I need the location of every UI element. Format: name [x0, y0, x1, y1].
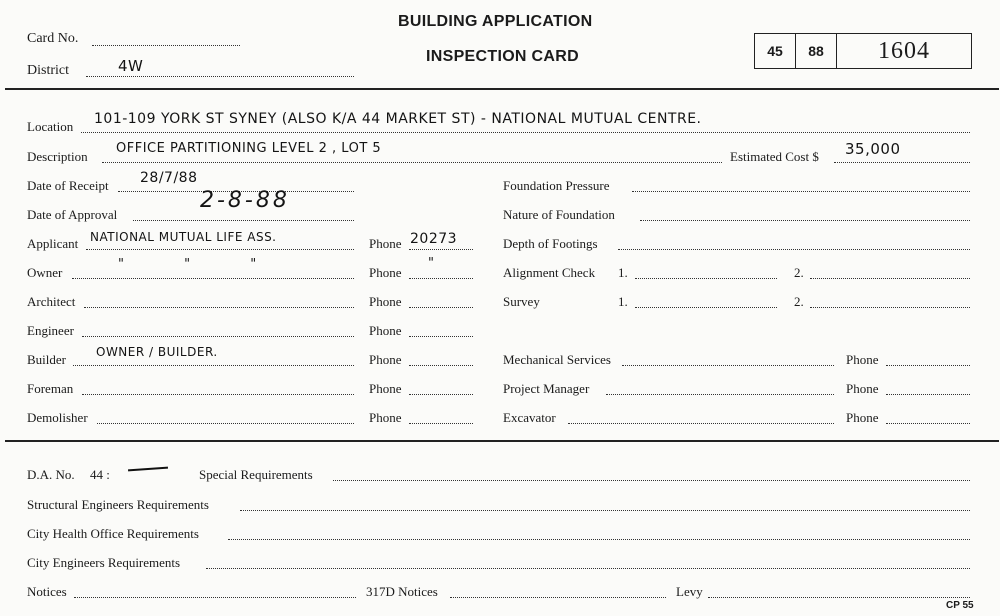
engineer-label: Engineer: [27, 323, 74, 338]
engineer-phone-label: Phone: [369, 323, 402, 338]
levy-label: Levy: [676, 584, 703, 599]
levy-line: [708, 597, 970, 598]
mechanical-line: [622, 365, 834, 366]
excavator-phone-label: Phone: [846, 410, 879, 425]
excavator-label: Excavator: [503, 410, 556, 425]
builder-label: Builder: [27, 352, 66, 367]
foundation-pressure-line: [632, 191, 970, 192]
architect-label: Architect: [27, 294, 76, 309]
header-divider: [5, 88, 999, 90]
builder-value: OWNER / BUILDER.: [96, 345, 218, 359]
builder-phone-line: [409, 365, 473, 366]
city-health-line: [228, 539, 970, 540]
engineer-phone-line: [409, 336, 473, 337]
estimated-cost-line: [834, 162, 970, 163]
location-line: [81, 132, 970, 133]
applicant-phone-value: 20273: [410, 231, 458, 247]
owner-phone-line: [409, 278, 473, 279]
mechanical-phone-line: [886, 365, 970, 366]
mechanical-phone-label: Phone: [846, 352, 879, 367]
excavator-phone-line: [886, 423, 970, 424]
date-approval-value: 2-8-88: [200, 188, 290, 213]
special-requirements-label: Special Requirements: [199, 467, 313, 482]
description-line: [102, 162, 722, 163]
project-manager-phone-line: [886, 394, 970, 395]
date-approval-line: [133, 220, 354, 221]
engineer-line: [82, 336, 354, 337]
title-line-2: INSPECTION CARD: [426, 48, 579, 65]
district-line: [86, 76, 354, 77]
architect-line: [84, 307, 354, 308]
applicant-label: Applicant: [27, 236, 79, 251]
survey-2-line: [810, 307, 970, 308]
ref-a-value: 45: [767, 43, 783, 59]
card-no-line: [92, 45, 240, 46]
foreman-phone-line: [409, 394, 473, 395]
structural-label: Structural Engineers Requirements: [27, 497, 209, 512]
ref-b-value: 88: [808, 43, 824, 59]
structural-line: [240, 510, 970, 511]
applicant-phone-label: Phone: [369, 236, 402, 251]
alignment-1-label: 1.: [618, 265, 628, 280]
applicant-value: NATIONAL MUTUAL LIFE ASS.: [90, 230, 277, 244]
middle-divider: [5, 440, 999, 442]
date-approval-label: Date of Approval: [27, 207, 118, 222]
special-requirements-line: [333, 480, 970, 481]
survey-1-line: [635, 307, 777, 308]
notices-317d-label: 317D Notices: [366, 584, 438, 599]
estimated-cost-value: 35,000: [845, 140, 901, 158]
owner-phone-value: ": [428, 256, 435, 271]
foreman-label: Foreman: [27, 381, 74, 396]
foundation-pressure-label: Foundation Pressure: [503, 178, 610, 193]
survey-label: Survey: [503, 294, 540, 309]
demolisher-phone-label: Phone: [369, 410, 402, 425]
city-health-label: City Health Office Requirements: [27, 526, 199, 541]
nature-foundation-label: Nature of Foundation: [503, 207, 615, 222]
project-manager-label: Project Manager: [503, 381, 590, 396]
title-line-1: BUILDING APPLICATION: [398, 13, 593, 30]
demolisher-label: Demolisher: [27, 410, 88, 425]
builder-phone-label: Phone: [369, 352, 402, 367]
description-label: Description: [27, 149, 88, 164]
ref-box-number: [836, 33, 972, 69]
alignment-2-line: [810, 278, 970, 279]
owner-line: [72, 278, 354, 279]
architect-phone-label: Phone: [369, 294, 402, 309]
da-dash-mark: [128, 467, 168, 472]
foreman-phone-label: Phone: [369, 381, 402, 396]
da-no-value: 44 :: [90, 467, 110, 482]
ref-number-value: 1604: [878, 37, 930, 64]
excavator-line: [568, 423, 834, 424]
da-no-label: D.A. No.: [27, 467, 75, 482]
alignment-1-line: [635, 278, 777, 279]
survey-2-label: 2.: [794, 294, 804, 309]
applicant-line: [86, 249, 354, 250]
foreman-line: [82, 394, 354, 395]
location-value: 101-109 YORK ST SYNEY (ALSO K/A 44 MARKET ST) - NATIONAL MUTUAL CENTRE.: [94, 111, 702, 127]
owner-value: " " ": [118, 257, 257, 272]
owner-label: Owner: [27, 265, 63, 280]
ref-box-a: [754, 33, 796, 69]
notices-317d-line: [450, 597, 666, 598]
description-value: OFFICE PARTITIONING LEVEL 2 , LOT 5: [116, 141, 382, 156]
demolisher-phone-line: [409, 423, 473, 424]
city-engineers-label: City Engineers Requirements: [27, 555, 181, 570]
applicant-phone-line: [409, 249, 473, 250]
depth-footings-label: Depth of Footings: [503, 236, 598, 251]
notices-line: [74, 597, 356, 598]
project-manager-phone-label: Phone: [846, 381, 879, 396]
district-value: 4W: [118, 57, 144, 75]
mechanical-label: Mechanical Services: [503, 352, 611, 367]
city-engineers-line: [206, 568, 970, 569]
owner-phone-label: Phone: [369, 265, 402, 280]
demolisher-line: [97, 423, 354, 424]
survey-1-label: 1.: [618, 294, 628, 309]
alignment-2-label: 2.: [794, 265, 804, 280]
builder-line: [73, 365, 354, 366]
alignment-check-label: Alignment Check: [503, 265, 596, 280]
form-code: CP 55: [946, 600, 974, 611]
architect-phone-line: [409, 307, 473, 308]
nature-foundation-line: [640, 220, 970, 221]
date-receipt-label: Date of Receipt: [27, 178, 109, 193]
ref-box-b: [795, 33, 837, 69]
location-label: Location: [27, 119, 74, 134]
date-receipt-value: 28/7/88: [140, 170, 198, 186]
depth-footings-line: [618, 249, 970, 250]
card-no-label: Card No.: [27, 31, 79, 46]
project-manager-line: [606, 394, 834, 395]
estimated-cost-label: Estimated Cost $: [730, 149, 819, 164]
notices-label: Notices: [27, 584, 67, 599]
district-label: District: [27, 63, 69, 78]
